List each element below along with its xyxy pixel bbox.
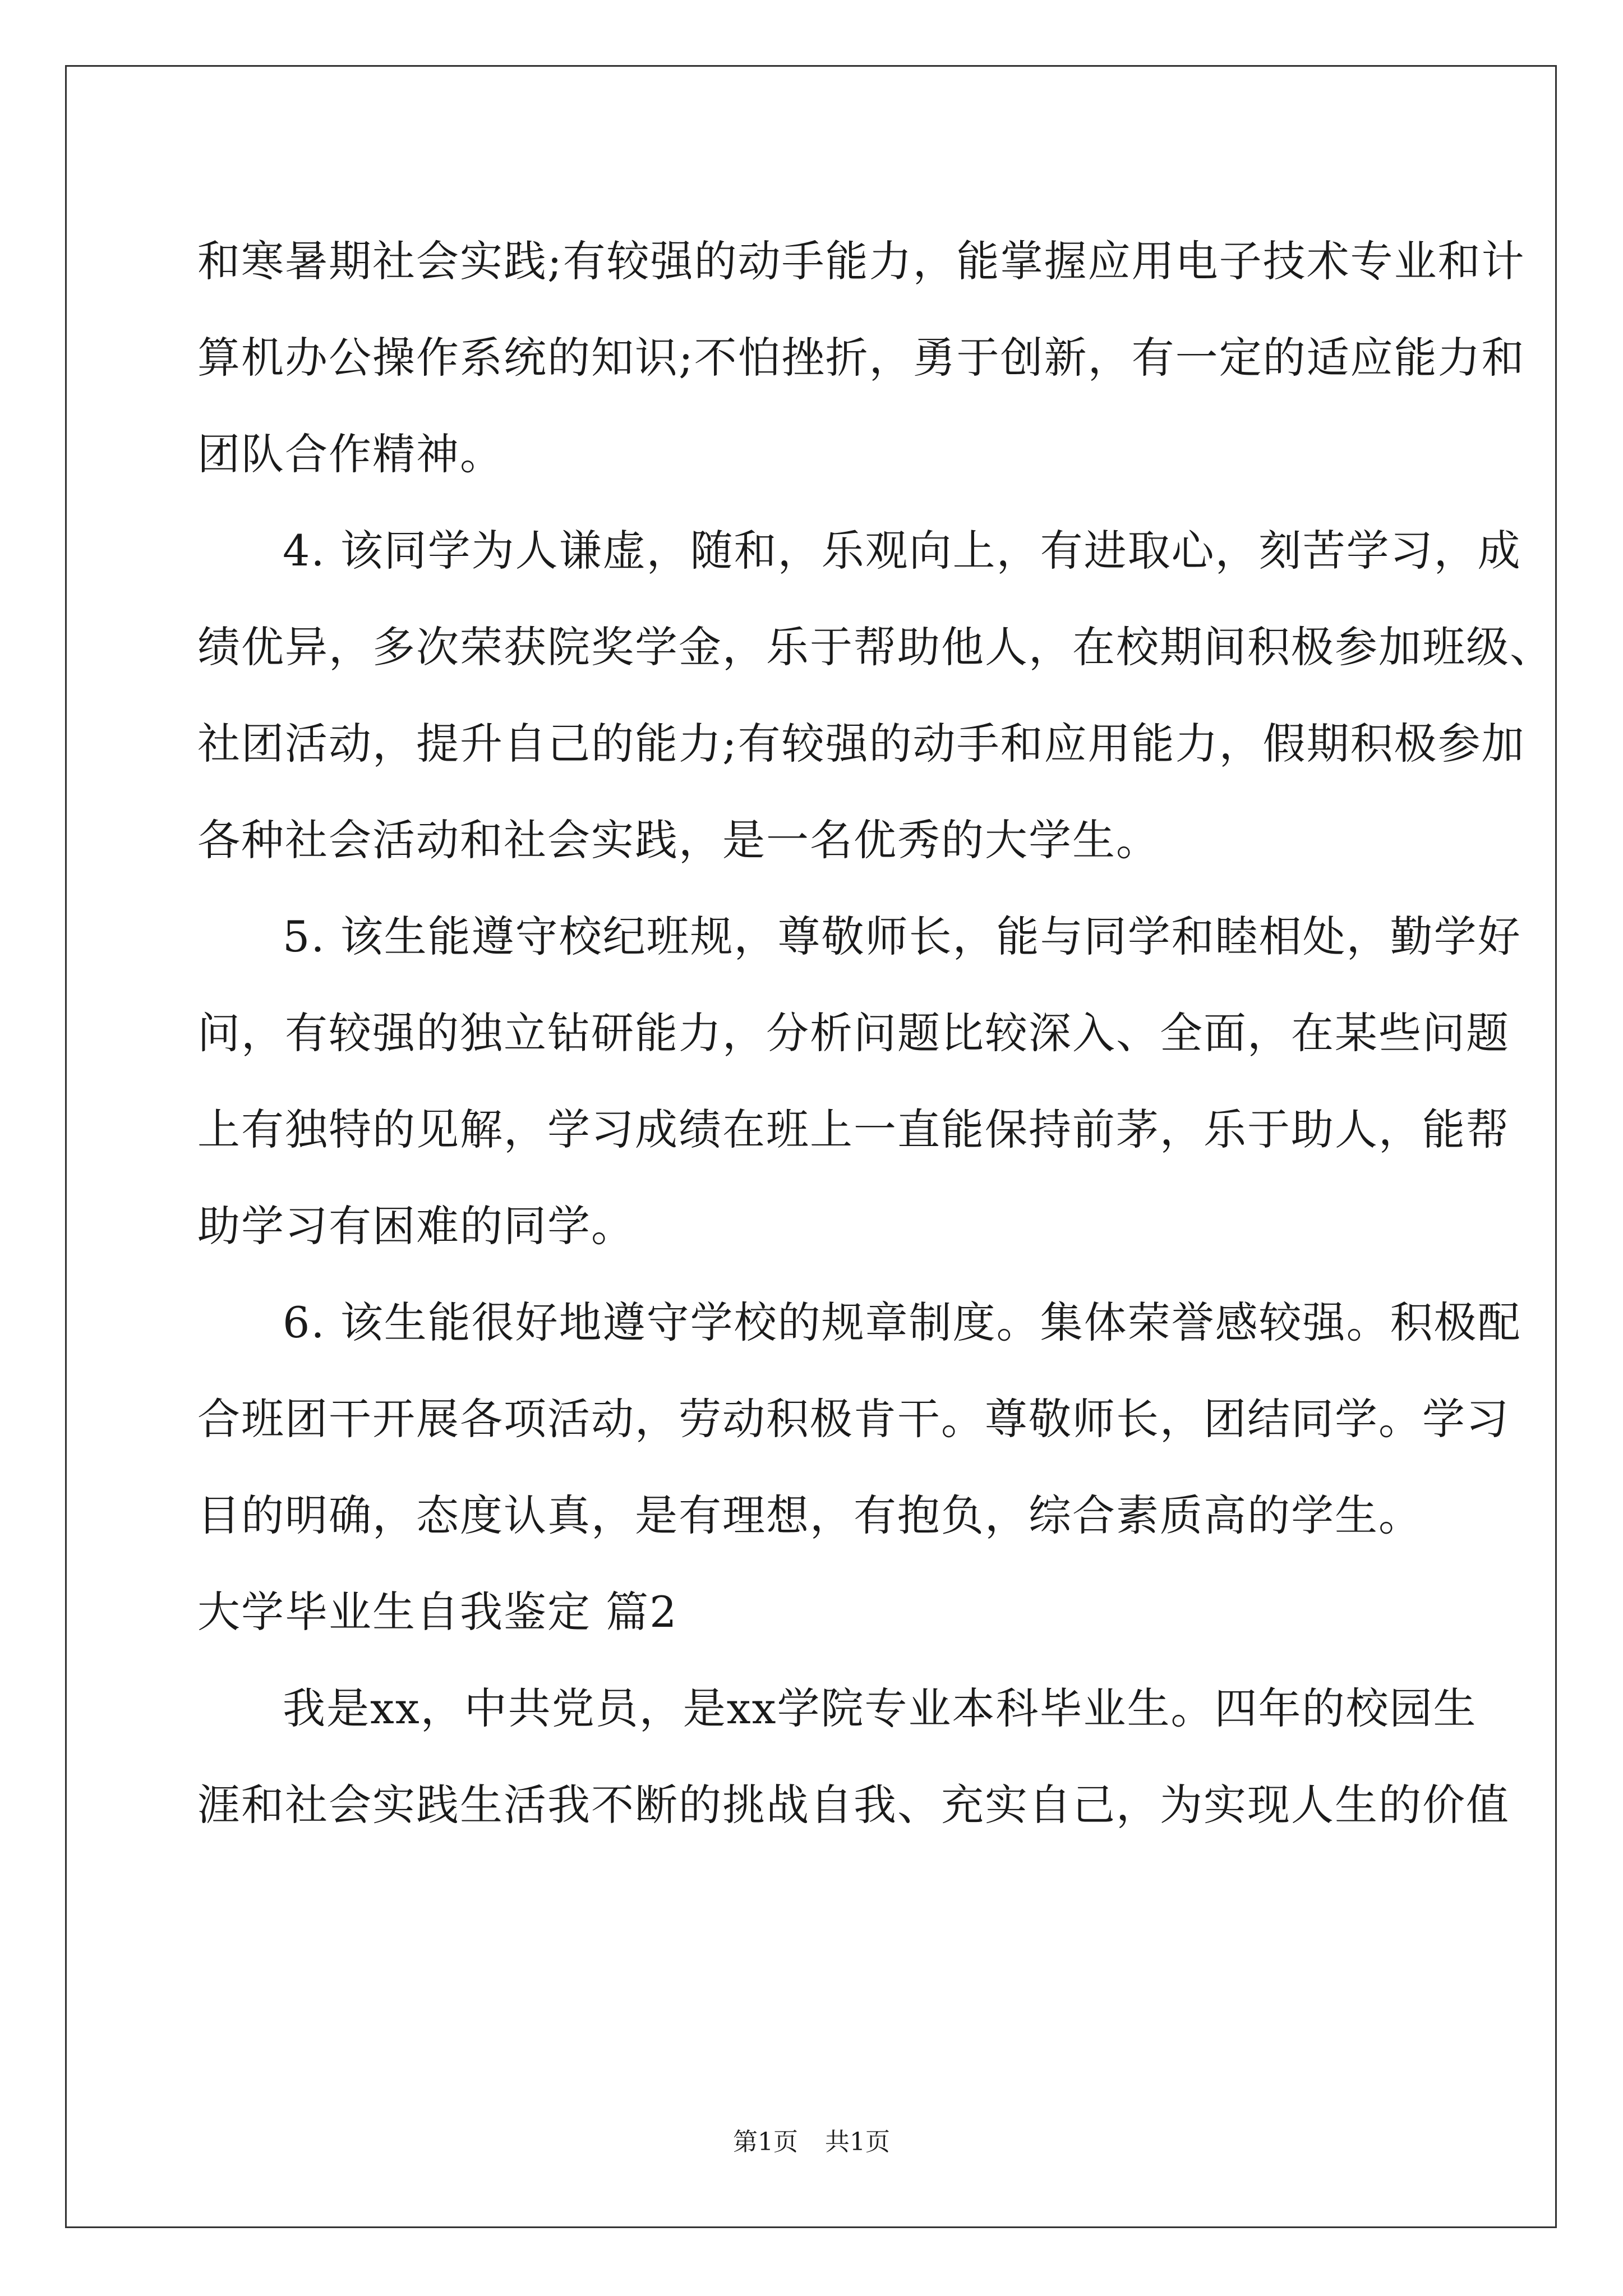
text-line: 5. 该生能遵守校纪班规，尊敬师长，能与同学和睦相处，勤学好 bbox=[283, 912, 1521, 961]
text-line: 上有独特的见解，学习成绩在班上一直能保持前茅，乐于助人，能帮 bbox=[197, 1105, 1510, 1154]
text-line: 算机办公操作系统的知识;不怕挫折，勇于创新，有一定的适应能力和 bbox=[197, 333, 1525, 383]
text-line: 4. 该同学为人谦虚，随和，乐观向上，有进取心，刻苦学习，成 bbox=[283, 526, 1521, 576]
text-line: 团队合作精神。 bbox=[197, 429, 504, 479]
text-line: 问，有较强的独立钻研能力，分析问题比较深入、全面，在某些问题 bbox=[197, 1008, 1510, 1058]
document-body bbox=[197, 213, 1553, 1853]
text-line: 社团活动，提升自己的能力;有较强的动手和应用能力，假期积极参加 bbox=[197, 719, 1525, 769]
text-line: 和寒暑期社会实践;有较强的动手能力，能掌握应用电子技术专业和计 bbox=[197, 236, 1525, 286]
text-line: 我是xx，中共党员，是xx学院专业本科毕业生。四年的校园生 bbox=[283, 1683, 1477, 1733]
text-line: 目的明确，态度认真，是有理想，有抱负，综合素质高的学生。 bbox=[197, 1490, 1422, 1540]
text-line: 合班团干开展各项活动，劳动积极肯干。尊敬师长，团结同学。学习 bbox=[197, 1394, 1510, 1444]
text-line: 助学习有困难的同学。 bbox=[197, 1201, 635, 1251]
section-heading: 大学毕业生自我鉴定 篇2 bbox=[197, 1587, 678, 1637]
page-number: 第1页 bbox=[733, 2128, 798, 2156]
page-total: 共1页 bbox=[825, 2128, 890, 2156]
text-line: 6. 该生能很好地遵守学校的规章制度。集体荣誉感较强。积极配 bbox=[283, 1297, 1521, 1347]
text-line: 各种社会活动和社会实践，是一名优秀的大学生。 bbox=[197, 815, 1160, 865]
page-footer bbox=[0, 2122, 1623, 2157]
text-line: 涯和社会实践生活我不断的挑战自我、充实自己，为实现人生的价值 bbox=[197, 1780, 1510, 1830]
text-line: 绩优异，多次荣获院奖学金，乐于帮助他人，在校期间积极参加班级、 bbox=[197, 622, 1553, 672]
